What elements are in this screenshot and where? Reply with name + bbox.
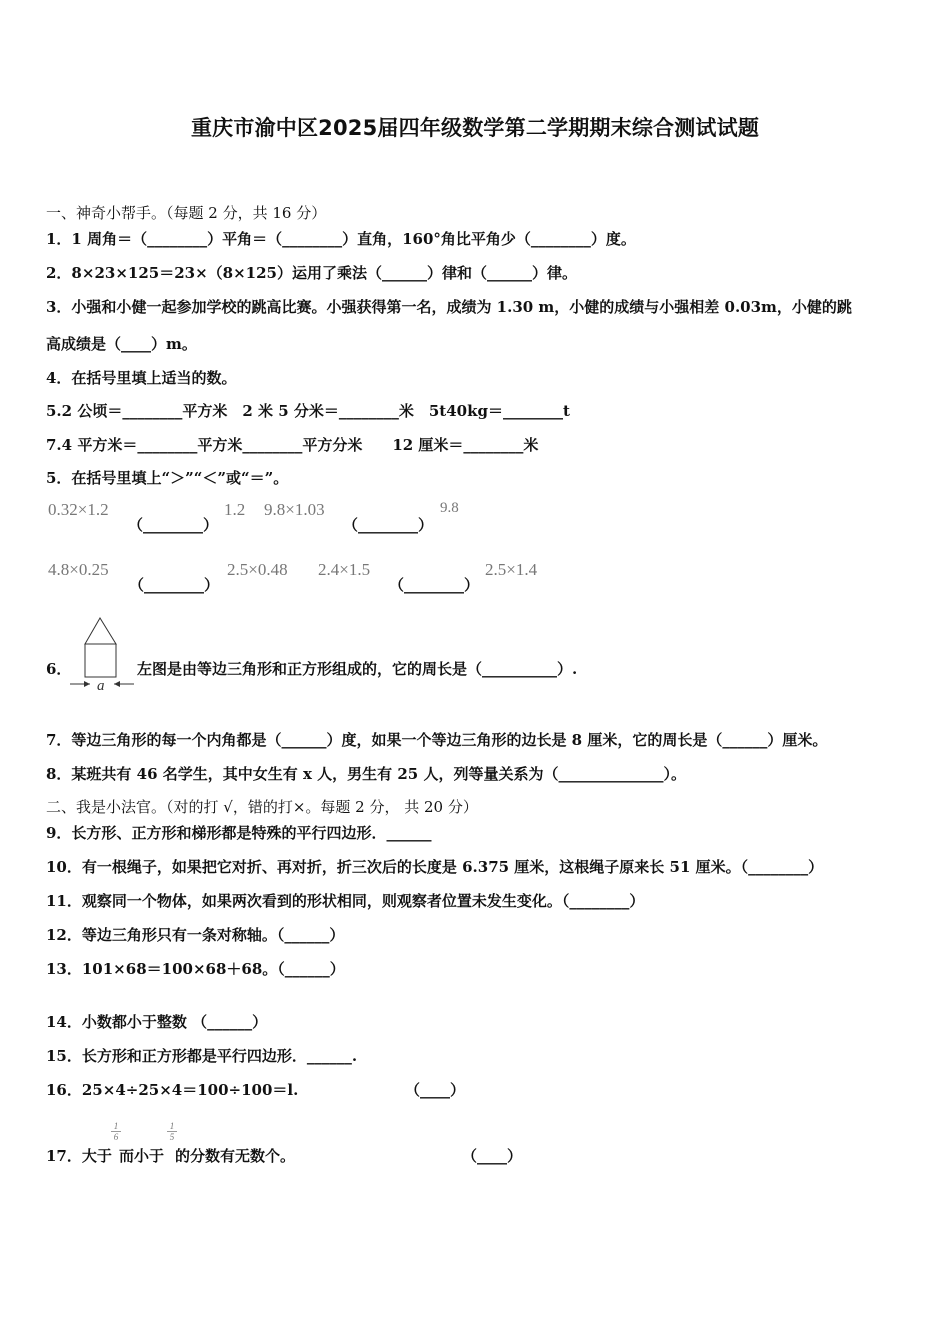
q5-row2-blank2: （________） (389, 576, 480, 594)
question-11: 11．观察同一个物体，如果两次看到的形状相同，则观察者位置未发生变化。（________） (46, 892, 645, 910)
q5-row1-expr2: 9.8×1.03 (264, 500, 325, 519)
question-16-blank: （____） (405, 1081, 466, 1099)
side-length-label: a (97, 678, 105, 692)
question-17-part3: 的分数有无数个。 (175, 1147, 296, 1165)
page-title: 重庆市渝中区2025届四年级数学第二学期期末综合测试试题 (190, 116, 760, 140)
fraction-2-denominator: 5 (167, 1131, 177, 1142)
question-16: 16．25×4÷25×4＝100÷100＝l. (46, 1081, 299, 1099)
fraction-1-denominator: 6 (111, 1131, 121, 1142)
section-2-heading: 二、我是小法官。（对的打 √，错的打×。每题 2 分， 共 20 分） (46, 798, 478, 816)
question-14: 14．小数都小于整数 （______） (46, 1013, 268, 1031)
square-shape (85, 644, 116, 677)
section-1-heading: 一、神奇小帮手。（每题 2 分，共 16 分） (46, 204, 327, 222)
question-3-line-1: 3．小强和小健一起参加学校的跳高比赛。小强获得第一名，成绩为 1.30 m，小健的成绩与小强相差 0.03m，小健的跳 (46, 298, 852, 316)
question-10: 10．有一根绳子，如果把它对折、再对折，折三次后的长度是 6.375 厘米，这根绳子原来长 51 厘米。（________） (46, 858, 824, 876)
q5-row2-blank1: （________） (129, 576, 220, 594)
question-6-number: 6． (46, 660, 72, 678)
q5-row1-val1: 1.2 (224, 500, 246, 519)
question-17-part1: 17．大于 (46, 1147, 112, 1165)
fraction-one-fifth (167, 1121, 177, 1142)
q5-row2-expr1: 4.8×0.25 (48, 560, 109, 579)
question-17-blank: （____） (462, 1147, 523, 1165)
equilateral-triangle-shape (85, 618, 116, 644)
q5-row1-expr1: 0.32×1.2 (48, 500, 109, 519)
triangle-square-figure (66, 614, 136, 692)
q5-row2-expr2: 2.4×1.5 (318, 560, 371, 579)
question-6-text: 左图是由等边三角形和正方形组成的，它的周长是（__________）. (137, 660, 578, 678)
question-15: 15．长方形和正方形都是平行四边形．______. (46, 1047, 358, 1065)
question-2: 2．8×23×125＝23×（8×125）运用了乘法（______）律和（______）律。 (46, 264, 577, 282)
question-4-line-1: 5.2 公顷＝________平方米 2 米 5 分米＝________米 5t40kg＝________t (46, 402, 570, 420)
question-4: 4．在括号里填上适当的数。 (46, 369, 237, 387)
question-13: 13．101×68＝100×68＋68。（______） (46, 960, 345, 978)
question-8: 8．某班共有 46 名学生，其中女生有 x 人，男生有 25 人，列等量关系为（______________）。 (46, 765, 686, 783)
question-1: 1．1 周角＝（________）平角＝（________）直角，160°角比平角少（________）度。 (46, 230, 636, 248)
q5-row1-blank1: （________） (128, 516, 219, 534)
q5-row2-val1: 2.5×0.48 (227, 560, 288, 579)
question-3-line-2: 高成绩是（____）m。 (46, 335, 197, 353)
question-9: 9．长方形、正方形和梯形都是特殊的平行四边形．______ (46, 824, 432, 842)
q5-row2-val2: 2.5×1.4 (485, 560, 538, 579)
arrowhead-right-icon (84, 681, 90, 687)
question-7: 7．等边三角形的每一个内角都是（______）度，如果一个等边三角形的边长是 8 厘米，它的周长是（______）厘米。 (46, 731, 828, 749)
fraction-2-numerator: 1 (169, 1121, 175, 1131)
question-17-part2: 而小于 (119, 1147, 165, 1165)
arrowhead-left-icon (114, 681, 120, 687)
question-5: 5．在括号里填上“＞”“＜”或“＝”。 (46, 469, 289, 487)
fraction-1-numerator: 1 (113, 1121, 119, 1131)
q5-row1-val2: 9.8 (440, 500, 459, 516)
question-4-line-2: 7.4 平方米＝________平方米________平方分米 12 厘米＝________米 (46, 436, 539, 454)
question-12: 12．等边三角形只有一条对称轴。（______） (46, 926, 345, 944)
fraction-one-sixth (111, 1121, 121, 1142)
q5-row1-blank2: （________） (343, 516, 434, 534)
